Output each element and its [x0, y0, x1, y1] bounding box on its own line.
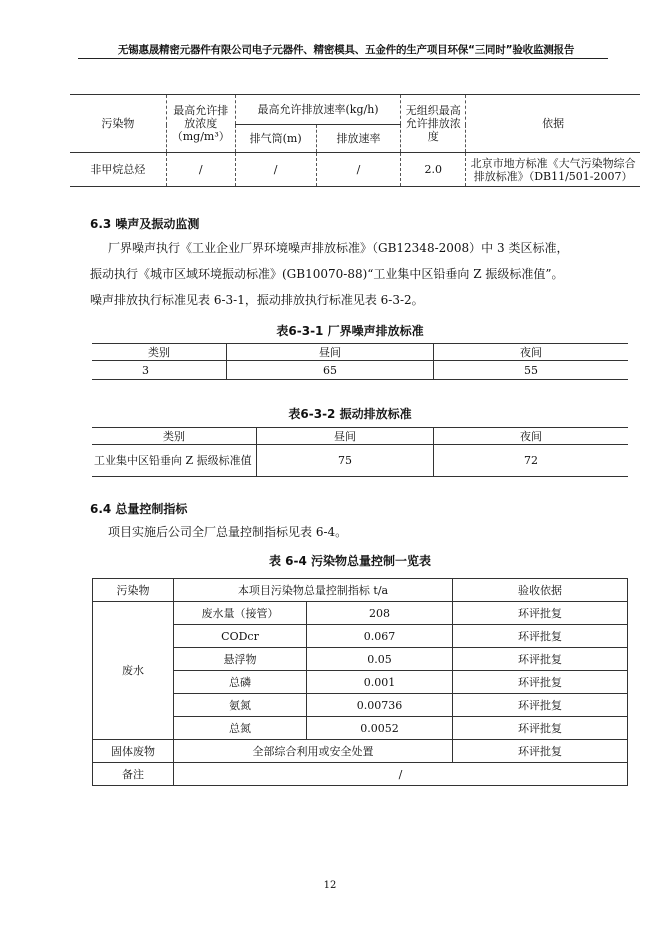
t64-group-wastewater: 废水	[93, 602, 174, 740]
t631-h-night: 夜间	[434, 344, 629, 361]
t64-solid-value: 全部综合利用或安全处置	[174, 740, 453, 763]
t632-day: 75	[257, 445, 434, 477]
t64-basis: 环评批复	[453, 602, 628, 625]
t632-h-type: 类别	[92, 428, 257, 445]
cell-basis: 北京市地方标准《大气污染物综合排放标准》（DB11/501-2007）	[466, 153, 640, 187]
col-stack: 排气筒(m)	[235, 125, 316, 153]
t64-value: 208	[307, 602, 453, 625]
t64-basis: 环评批复	[453, 648, 628, 671]
col-unorg: 无组织最高允许排放浓度	[401, 95, 466, 153]
t64-item: 总磷	[174, 671, 307, 694]
t631-type: 3	[92, 361, 227, 380]
t64-note-label: 备注	[93, 763, 174, 786]
table-6-4-caption: 表 6-4 污染物总量控制一览表	[268, 554, 432, 568]
t632-h-day: 昼间	[257, 428, 434, 445]
col-conc	[166, 95, 235, 153]
cell-conc: /	[166, 153, 235, 187]
table-6-3-1-caption: 表6-3-1 厂界噪声排放标准	[276, 324, 424, 338]
para-6-4: 项目实施后公司全厂总量控制指标见表 6-4。	[108, 525, 348, 539]
t64-solid-label: 固体废物	[93, 740, 174, 763]
page-number: 12	[323, 880, 337, 891]
table-6-3-2-caption: 表6-3-2 振动排放标准	[288, 407, 412, 421]
t64-item: 废水量（接管）	[174, 602, 307, 625]
cell-unorg: 2.0	[401, 153, 466, 187]
t64-item: 总氮	[174, 717, 307, 740]
noise-standard-table	[92, 343, 628, 380]
cell-pollutant: 非甲烷总烃	[70, 153, 166, 187]
cell-rate: /	[316, 153, 401, 187]
t64-value: 0.05	[307, 648, 453, 671]
col-conc-label: 最高允许排放浓度	[173, 104, 229, 130]
t631-day: 65	[227, 361, 434, 380]
t64-item: 氨氮	[174, 694, 307, 717]
para-6-3-line2: 振动执行《城市区域环境振动标准》(GB10070-88)“工业集中区铅垂向 Z 振级标准值”。	[90, 267, 564, 281]
t64-basis: 环评批复	[453, 717, 628, 740]
t632-h-night: 夜间	[434, 428, 629, 445]
t64-h-index: 本项目污染物总量控制指标 t/a	[174, 579, 453, 602]
para-6-3-line1: 厂界噪声执行《工业企业厂界环境噪声排放标准》（GB12348-2008）中 3 类区标准，	[108, 241, 569, 255]
col-rate: 最高允许排放速率(kg/h)	[235, 95, 401, 125]
col-rate-value: 排放速率	[316, 125, 401, 153]
t632-night: 72	[434, 445, 629, 477]
t64-basis: 环评批复	[453, 671, 628, 694]
t64-basis: 环评批复	[453, 694, 628, 717]
t64-basis: 环评批复	[453, 625, 628, 648]
cell-stack: /	[235, 153, 316, 187]
t64-value: 0.067	[307, 625, 453, 648]
t631-night: 55	[434, 361, 629, 380]
t64-h-pollutant: 污染物	[93, 579, 174, 602]
report-header: 无锡惠晟精密元器件有限公司电子元器件、精密模具、五金件的生产项目环保“三同时”验收监测报告	[117, 44, 575, 56]
t631-h-day: 昼间	[227, 344, 434, 361]
total-control-table	[92, 578, 628, 786]
t64-value: 0.00736	[307, 694, 453, 717]
t64-value: 0.001	[307, 671, 453, 694]
para-6-3-line3: 噪声排放执行标准见表 6-3-1，振动排放执行标准见表 6-3-2。	[90, 293, 424, 307]
col-conc-unit: （mg/m³）	[171, 130, 230, 143]
section-6-4-title: 6.4 总量控制指标	[90, 502, 188, 516]
col-pollutant: 污染物	[70, 95, 166, 153]
t64-value: 0.0052	[307, 717, 453, 740]
t64-item: CODcr	[174, 625, 307, 648]
t64-item: 悬浮物	[174, 648, 307, 671]
t632-type: 工业集中区铅垂向 Z 振级标准值	[92, 445, 257, 477]
t64-note-value: /	[174, 763, 628, 786]
vibration-standard-table	[92, 427, 628, 477]
header-rule	[78, 58, 608, 59]
t631-h-type: 类别	[92, 344, 227, 361]
section-6-3-title: 6.3 噪声及振动监测	[90, 217, 200, 231]
t64-h-basis: 验收依据	[453, 579, 628, 602]
air-standard-table	[70, 94, 640, 187]
col-basis: 依据	[466, 95, 640, 153]
t64-solid-basis: 环评批复	[453, 740, 628, 763]
